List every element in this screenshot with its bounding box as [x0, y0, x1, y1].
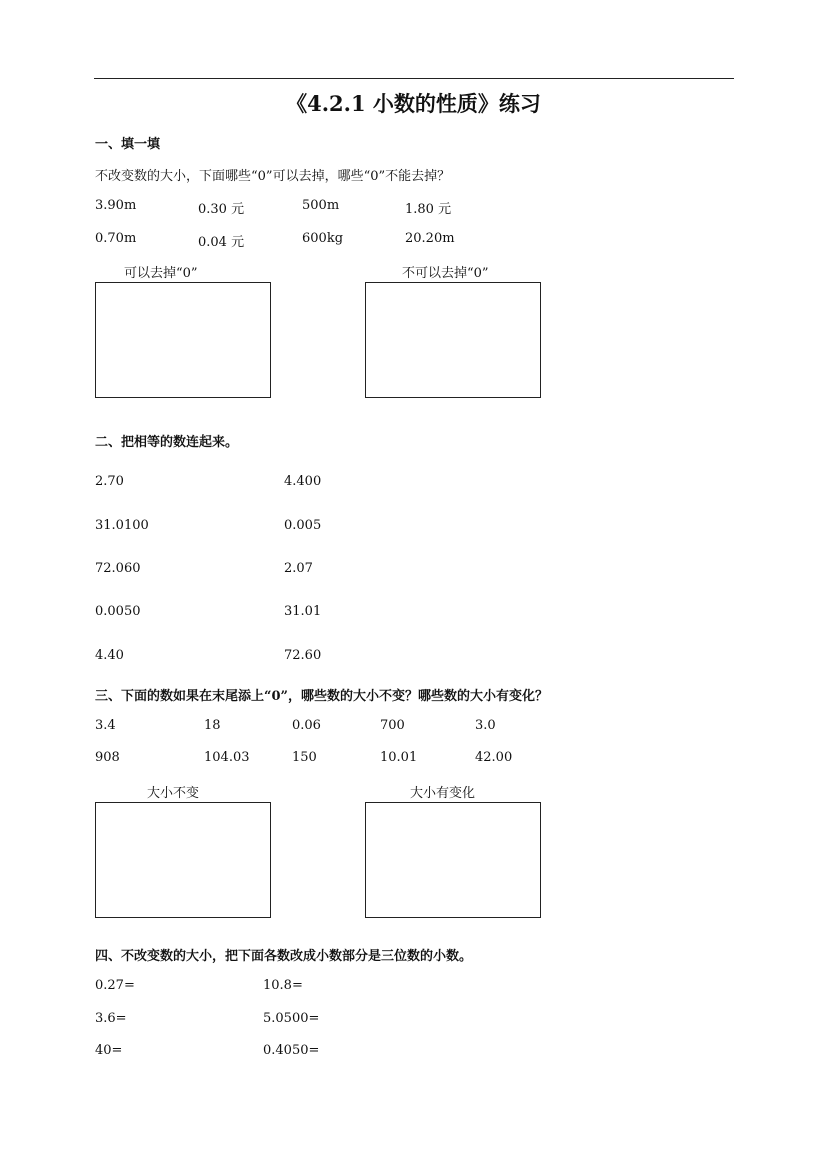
section3-heading: 三、下面的数如果在末尾添上“0”，哪些数的大小不变？哪些数的大小有变化？ — [95, 689, 549, 704]
section4-left-item: 40= — [95, 1043, 123, 1058]
section3-r2-c4: 10.01 — [380, 750, 418, 765]
section3-box-left-label: 大小不变 — [147, 786, 200, 801]
section4-left-item: 0.27= — [95, 978, 135, 993]
section3-r2-c2: 104.03 — [204, 750, 250, 765]
section3-r1-c1: 3.4 — [95, 718, 116, 733]
answer-box-can-remove[interactable] — [95, 282, 271, 398]
section4-right-item: 5.0500= — [263, 1011, 320, 1026]
match-left-item[interactable]: 0.0050 — [95, 604, 141, 619]
match-left-item[interactable]: 2.70 — [95, 474, 124, 489]
section3-r1-c5: 3.0 — [475, 718, 496, 733]
section1-box-left-label: 可以去掉“0” — [124, 266, 198, 281]
section3-r2-c1: 908 — [95, 750, 120, 765]
match-right-item[interactable]: 0.005 — [284, 518, 322, 533]
match-right-item[interactable]: 2.07 — [284, 561, 313, 576]
section2-heading: 二、把相等的数连起来。 — [95, 435, 239, 450]
section1-r2-c1: 0.70m — [95, 231, 137, 246]
section1-r1-c1: 3.90m — [95, 198, 137, 213]
section3-r2-c5: 42.00 — [475, 750, 513, 765]
section3-r2-c3: 150 — [292, 750, 317, 765]
match-left-item[interactable]: 72.060 — [95, 561, 141, 576]
section1-box-right-label: 不可以去掉“0” — [402, 266, 489, 281]
section1-heading: 一、填一填 — [95, 137, 161, 152]
section1-r2-c2: 0.04 元 — [198, 235, 245, 250]
section1-r1-c2: 0.30 元 — [198, 202, 245, 217]
match-left-item[interactable]: 4.40 — [95, 648, 124, 663]
match-right-item[interactable]: 72.60 — [284, 648, 322, 663]
section1-r2-c3: 600kg — [302, 231, 344, 246]
section4-heading: 四、不改变数的大小，把下面各数改成小数部分是三位数的小数。 — [95, 949, 473, 964]
section3-box-right-label: 大小有变化 — [410, 786, 476, 801]
answer-box-changed[interactable] — [365, 802, 541, 918]
answer-box-cannot-remove[interactable] — [365, 282, 541, 398]
section3-r1-c2: 18 — [204, 718, 221, 733]
page-title: 《4.2.1 小数的性质》练习 — [286, 91, 541, 116]
section3-r1-c4: 700 — [380, 718, 405, 733]
section4-right-item: 0.4050= — [263, 1043, 320, 1058]
section1-r1-c3: 500m — [302, 198, 340, 213]
answer-box-unchanged[interactable] — [95, 802, 271, 918]
section1-instruction: 不改变数的大小，下面哪些“0”可以去掉，哪些“0”不能去掉？ — [95, 169, 451, 184]
section1-r2-c4: 20.20m — [405, 231, 455, 246]
match-left-item[interactable]: 31.0100 — [95, 518, 149, 533]
match-right-item[interactable]: 4.400 — [284, 474, 322, 489]
header-rule — [94, 78, 734, 79]
section4-left-item: 3.6= — [95, 1011, 127, 1026]
section3-r1-c3: 0.06 — [292, 718, 321, 733]
section1-r1-c4: 1.80 元 — [405, 202, 452, 217]
match-right-item[interactable]: 31.01 — [284, 604, 322, 619]
section4-right-item: 10.8= — [263, 978, 303, 993]
